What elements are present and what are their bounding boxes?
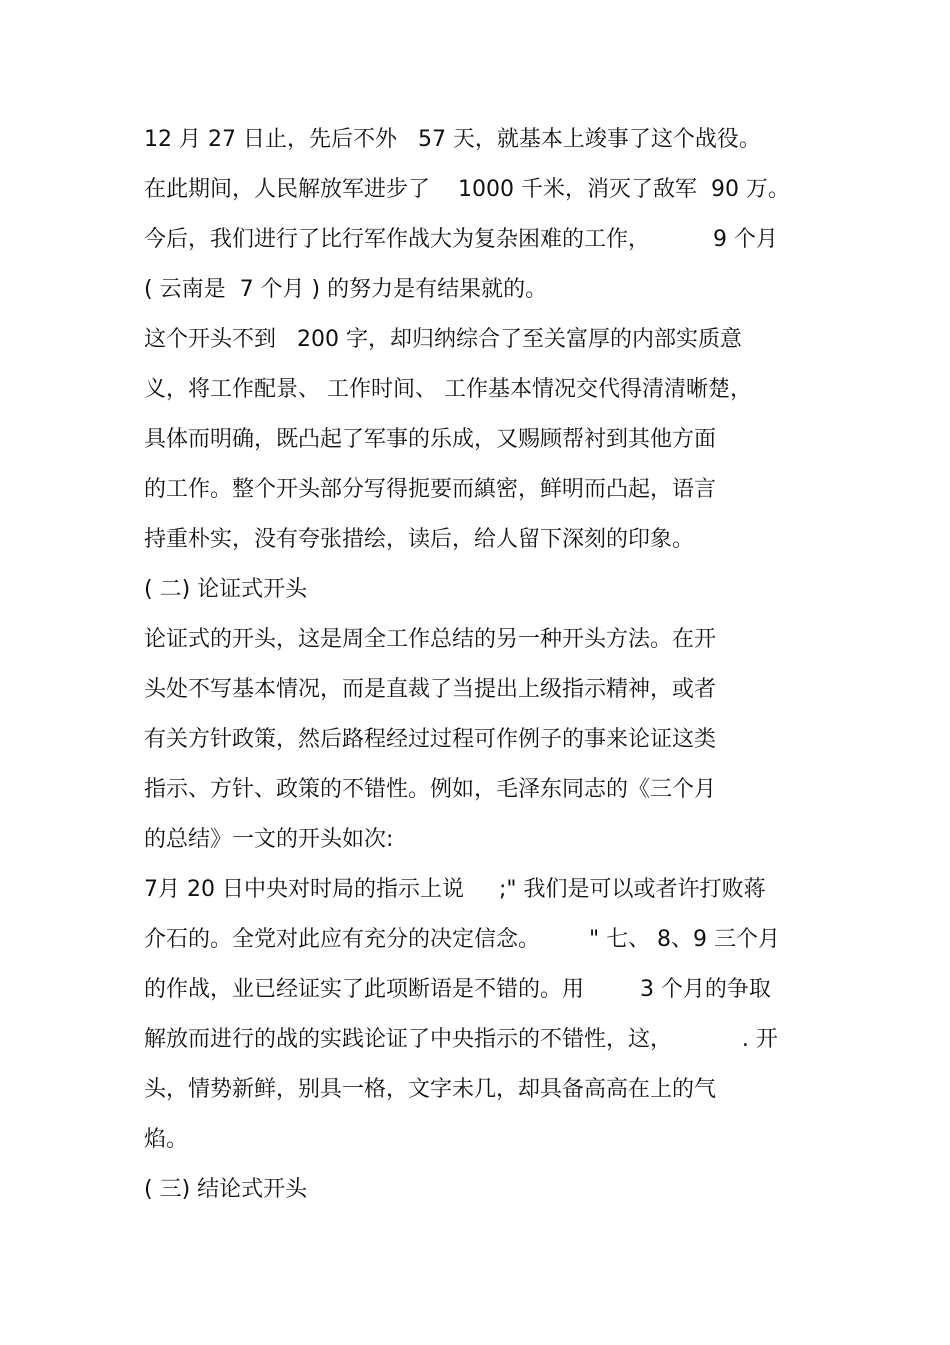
text-line: 在此期间，人民解放军进步了 1000 千米，消灭了敌军 90 万。 xyxy=(144,177,790,202)
text-line: 焰。 xyxy=(144,1127,189,1152)
section-heading: ( 二) 论证式开头 xyxy=(144,577,308,602)
text-line: 的作战，业已经证实了此项断语是不错的。用 3 个月的争取 xyxy=(144,977,771,1002)
text-line: 论证式的开头，这是周全工作总结的另一种开头方法。在开 xyxy=(144,627,717,652)
text-line: 义，将工作配景、 工作时间、 工作基本情况交代得清清晰楚， xyxy=(144,377,752,402)
text-line: 有关方针政策，然后路程经过过程可作例子的事来论证这类 xyxy=(144,727,717,752)
section-heading: ( 三) 结论式开头 xyxy=(144,1177,308,1202)
text-line: 12 月 27 日止，先后不外 57 天，就基本上竣事了这个战役。 xyxy=(144,127,761,152)
text-line: 头，情势新鲜，别具一格，文字未几，却具备高高在上的气 xyxy=(144,1077,717,1102)
text-line: 今后，我们进行了比行军作战大为复杂困难的工作， 9 个月 xyxy=(144,227,778,252)
text-line: 7月 20 日中央对时局的指示上说 ;" 我们是可以或者许打败蒋 xyxy=(144,877,766,902)
text-line: 解放而进行的战的实践论证了中央指示的不错性，这， . 开 xyxy=(144,1027,778,1052)
text-line: 的总结》一文的开头如次: xyxy=(144,827,394,852)
text-line: ( 云南是 7 个月 ) 的努力是有结果就的。 xyxy=(144,277,548,302)
text-line: 具体而明确，既凸起了军事的乐成，又赐顾帮衬到其他方面 xyxy=(144,427,717,452)
text-line: 介石的。全党对此应有充分的决定信念。 " 七、 8、9 三个月 xyxy=(144,927,781,952)
text-line: 持重朴实，没有夸张措绘，读后，给人留下深刻的印象。 xyxy=(144,527,695,552)
text-line: 头处不写基本情况，而是直裁了当提出上级指示精神，或者 xyxy=(144,677,717,702)
text-line: 的工作。整个开头部分写得扼要而縝密，鲜明而凸起，语言 xyxy=(144,477,717,502)
text-line: 这个开头不到 200 字，却归纳综合了至关富厚的内部实质意 xyxy=(144,327,742,352)
text-line: 指示、方针、政策的不错性。例如，毛泽东同志的《三个月 xyxy=(144,777,717,802)
